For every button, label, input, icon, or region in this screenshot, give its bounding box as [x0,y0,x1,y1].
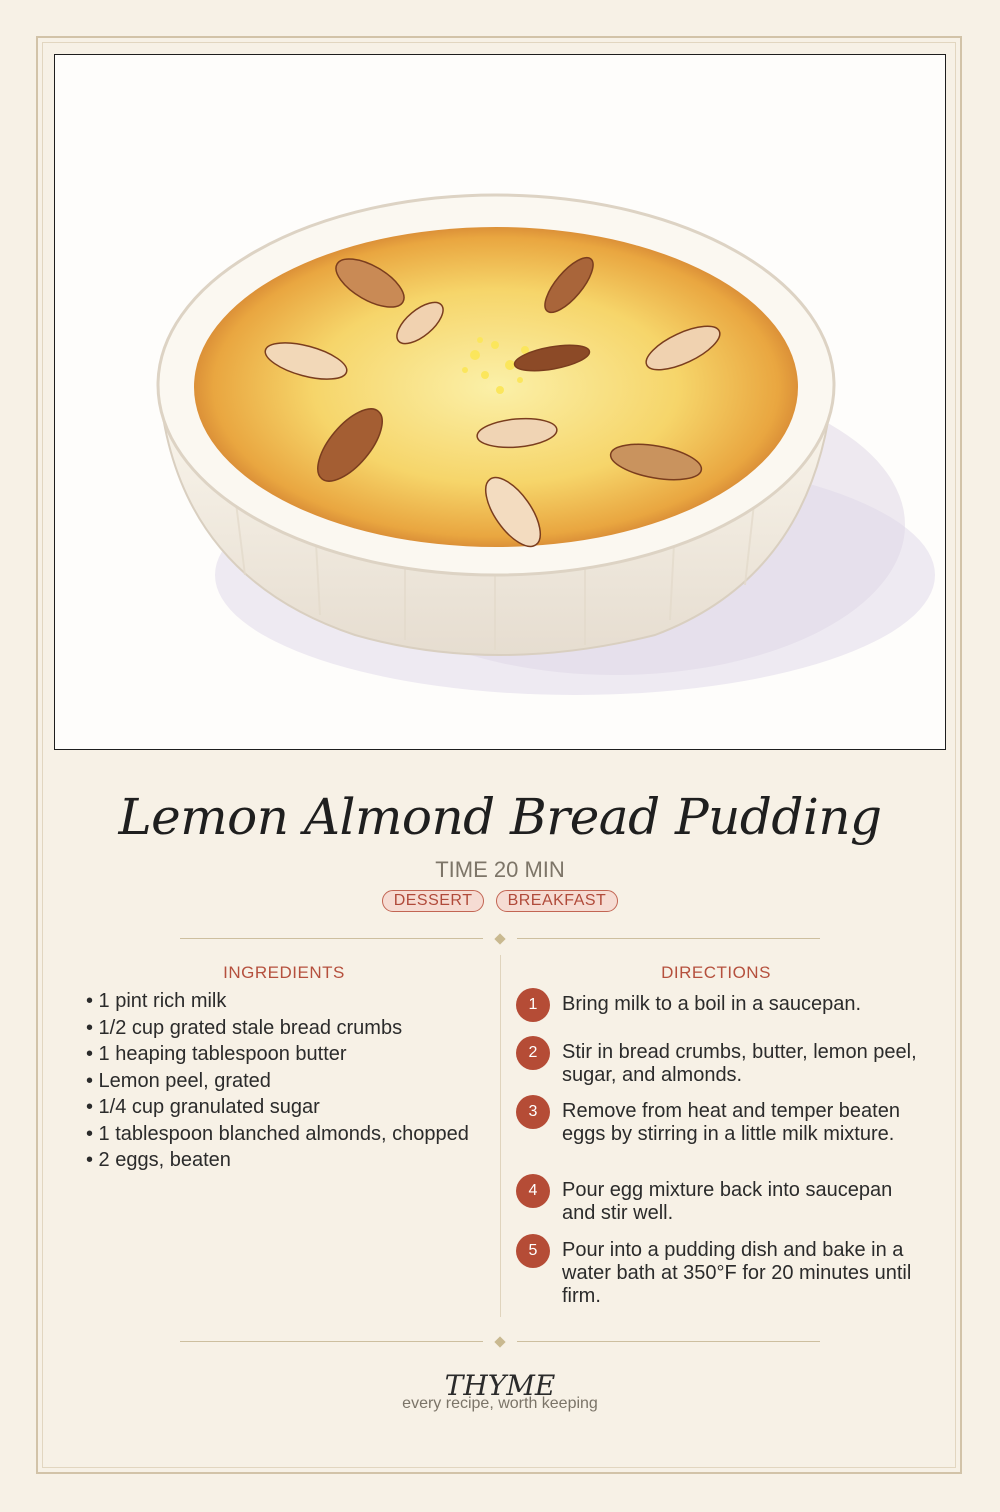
diamond-ornament-icon [494,1336,505,1347]
brand-tagline: every recipe, worth keeping [402,1395,598,1412]
step-text: Stir in bread crumbs, butter, lemon peel, sugar, and almonds. [562,1041,917,1086]
ingredient-item: • Lemon peel, grated [86,1069,271,1092]
step-number-badge: 5 [516,1234,550,1268]
top-divider [180,933,820,945]
ingredient-item: • 2 eggs, beaten [86,1149,231,1171]
step-number-badge: 4 [516,1174,550,1208]
step-text: Remove from heat and temper beaten eggs by stirring in a little milk mixture. [562,1100,900,1145]
recipe-title: Lemon Almond Bread Pudding [118,788,882,846]
recipe-illustration [54,54,946,750]
step-number-badge: 3 [516,1095,550,1129]
ingredient-item: • 1 tablespoon blanched almonds, chopped [86,1122,469,1145]
ingredient-item: • 1 heaping tablespoon butter [86,1043,347,1065]
tag-dessert[interactable]: DESSERT [382,890,485,912]
tag-breakfast[interactable]: BREAKFAST [496,890,619,912]
ingredient-item: • 1/4 cup granulated sugar [86,1096,320,1118]
step-number-badge: 2 [516,1036,550,1070]
diamond-ornament-icon [494,933,505,944]
brand-logo: THYME [444,1369,556,1402]
ingredient-item: • 1 pint rich milk [86,990,227,1012]
pudding-dish-illustration [55,55,946,750]
ingredients-list [86,990,476,1176]
ingredients-heading: INGREDIENTS [223,963,345,982]
bottom-divider [180,1336,820,1348]
step-text: Pour into a pudding dish and bake in a water bath at 350°F for 20 minutes until firm. [562,1239,912,1307]
ingredient-item: • 1/2 cup grated stale bread crumbs [86,1016,403,1039]
step-number-badge: 1 [516,988,550,1022]
tag-list [0,890,1000,912]
column-divider [500,955,501,1317]
cook-time: TIME 20 MIN [435,857,565,882]
step-text: Pour egg mixture back into saucepan and stir well. [562,1179,893,1224]
step-text: Bring milk to a boil in a saucepan. [562,993,862,1015]
directions-heading: DIRECTIONS [661,963,771,982]
